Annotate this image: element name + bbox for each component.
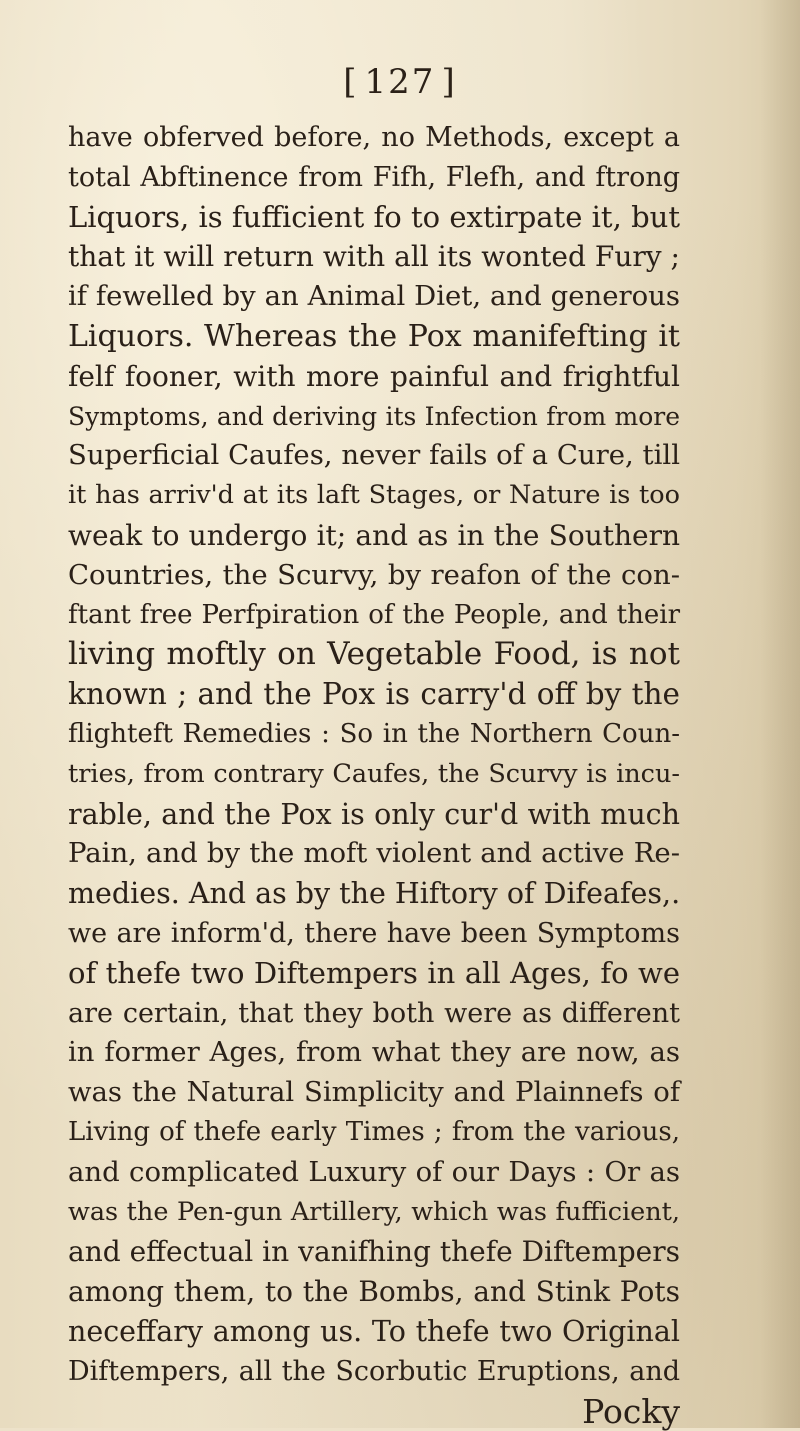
body-text: [68, 118, 680, 1431]
text-line: Countries, the Scurvy, by reafon of the con-: [68, 556, 680, 596]
text-line: and complicated Luxury of our Days : Or as: [68, 1153, 680, 1193]
page-number-value: 127: [365, 62, 436, 102]
text-line: are certain, that they both were as different: [68, 994, 680, 1034]
text-line: flighteft Remedies : So in the Northern Coun-: [68, 715, 680, 755]
text-line: living moftly on Vegetable Food, is not: [68, 635, 680, 675]
text-line: Diftempers, all the Scorbutic Eruptions, and: [68, 1352, 680, 1392]
page-number: [0, 62, 800, 102]
text-line: have obferved before, no Methods, except a: [68, 118, 680, 158]
text-line: total Abftinence from Fifh, Flefh, and ftrong: [68, 158, 680, 198]
text-line: was the Pen-gun Artillery, which was fufficient,: [68, 1193, 680, 1233]
text-line: rable, and the Pox is only cur'd with much: [68, 795, 680, 835]
text-line: felf fooner, with more painful and frightful: [68, 357, 680, 397]
text-line: Symptoms, and deriving its Infection from more: [68, 397, 680, 437]
text-line: Living of thefe early Times ; from the various,: [68, 1113, 680, 1153]
text-line: ftant free Perfpiration of the People, and their: [68, 596, 680, 636]
page-number-bracket-close: ]: [441, 62, 456, 102]
text-line: tries, from contrary Caufes, the Scurvy is incu-: [68, 755, 680, 795]
text-line: that it will return with all its wonted Fury ;: [68, 237, 680, 277]
page-number-bracket-open: [: [343, 62, 358, 102]
text-line: we are inform'd, there have been Symptoms: [68, 914, 680, 954]
catchword: Pocky: [68, 1392, 680, 1431]
text-line: known ; and the Pox is carry'd off by the: [68, 675, 680, 715]
text-line: neceffary among us. To thefe two Original: [68, 1312, 680, 1352]
text-line: and effectual in vanifhing thefe Diftempers: [68, 1232, 680, 1272]
text-line: it has arriv'd at its laft Stages, or Nature is too: [68, 476, 680, 516]
text-line: Liquors, is fufficient fo to extirpate it, but: [68, 198, 680, 238]
text-line: among them, to the Bombs, and Stink Pots: [68, 1272, 680, 1312]
page-edge-shadow: [760, 0, 800, 1428]
text-line: Liquors. Whereas the Pox manifefting it: [68, 317, 680, 357]
text-line: was the Natural Simplicity and Plainnefs of: [68, 1073, 680, 1113]
text-line: in former Ages, from what they are now, as: [68, 1033, 680, 1073]
text-line: of thefe two Diftempers in all Ages, fo we: [68, 954, 680, 994]
text-line: Pain, and by the moft violent and active Re-: [68, 834, 680, 874]
text-line: if fewelled by an Animal Diet, and generous: [68, 277, 680, 317]
text-line: weak to undergo it; and as in the Southern: [68, 516, 680, 556]
text-line: medies. And as by the Hiftory of Difeafes,.: [68, 874, 680, 914]
text-line: Superficial Caufes, never fails of a Cure, till: [68, 436, 680, 476]
